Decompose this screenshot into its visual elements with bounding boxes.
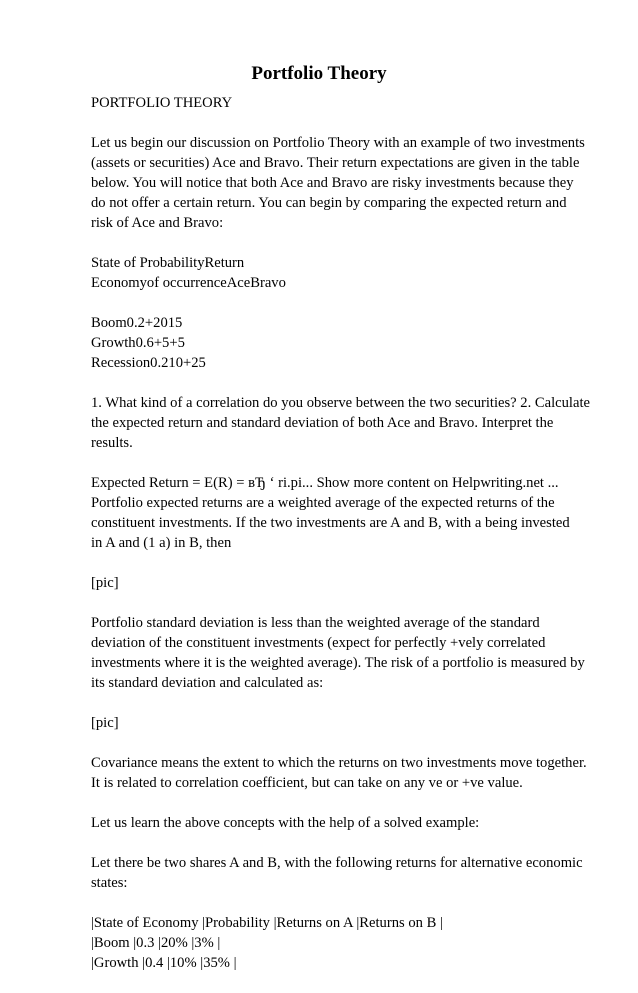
- table-header-line: Economyof occurrenceAceBravo: [91, 275, 286, 291]
- intro-line: Let us begin our discussion on Portfolio Theory with an example of two investments: [91, 135, 585, 151]
- pic-placeholder: [91, 573, 596, 593]
- table-row: Recession0.210+25: [91, 355, 206, 371]
- expected-return-line: Portfolio expected returns are a weighted average of the expected returns of the: [91, 495, 555, 511]
- shares-line: states:: [91, 875, 128, 891]
- table-header: [91, 253, 596, 293]
- returns-table-row: |State of Economy |Probability |Returns on A |Returns on B |: [91, 915, 443, 931]
- expected-return-line: in A and (1 a) in B, then: [91, 535, 232, 551]
- section-heading: [91, 93, 596, 113]
- table-row: Growth0.6+5+5: [91, 335, 185, 351]
- std-dev-line: Portfolio standard deviation is less than the weighted average of the standard: [91, 615, 540, 631]
- intro-line: below. You will notice that both Ace and Bravo are risky investments because they: [91, 175, 574, 191]
- expected-return-line: constituent investments. If the two investments are A and B, with a being invested: [91, 515, 570, 531]
- document-title: Portfolio Theory: [251, 63, 387, 84]
- table-header-line: State of ProbabilityReturn: [91, 255, 245, 271]
- table-row: Boom0.2+2015: [91, 315, 183, 331]
- questions-line: the expected return and standard deviation of both Ace and Bravo. Interpret the: [91, 415, 554, 431]
- intro-line: do not offer a certain return. You can begin by comparing the expected return and: [91, 195, 567, 211]
- std-dev-line: its standard deviation and calculated as:: [91, 675, 324, 691]
- std-dev-line: deviation of the constituent investments (expect for perfectly +vely correlated: [91, 635, 546, 651]
- questions-paragraph: [91, 393, 596, 453]
- returns-table-row: |Growth |0.4 |10% |35% |: [91, 955, 237, 971]
- returns-table-row: |Boom |0.3 |20% |3% |: [91, 935, 221, 951]
- returns-table: [91, 913, 596, 973]
- learn-paragraph: [91, 813, 596, 833]
- pic-placeholder: [91, 713, 596, 733]
- table-rows: [91, 313, 596, 373]
- document-body: [91, 93, 596, 993]
- intro-paragraph: [91, 133, 596, 233]
- pic-placeholder-text: [pic]: [91, 715, 119, 731]
- covariance-line: It is related to correlation coefficient, but can take on any ve or +ve value.: [91, 775, 523, 791]
- covariance-paragraph: [91, 753, 596, 793]
- questions-line: 1. What kind of a correlation do you observe between the two securities? 2. Calculate: [91, 395, 590, 411]
- pic-placeholder-text: [pic]: [91, 575, 119, 591]
- intro-line: risk of Ace and Bravo:: [91, 215, 224, 231]
- covariance-line: Covariance means the extent to which the returns on two investments move together.: [91, 755, 587, 771]
- expected-return-paragraph: [91, 473, 596, 553]
- std-dev-paragraph: [91, 613, 596, 693]
- shares-paragraph: [91, 853, 596, 893]
- std-dev-line: investments where it is the weighted average). The risk of a portfolio is measured by: [91, 655, 585, 671]
- intro-line: (assets or securities) Ace and Bravo. Their return expectations are given in the table: [91, 155, 580, 171]
- heading-text: PORTFOLIO THEORY: [91, 95, 233, 111]
- questions-line: results.: [91, 435, 133, 451]
- learn-line: Let us learn the above concepts with the help of a solved example:: [91, 815, 480, 831]
- expected-return-line: Expected Return = E(R) = вЂ ‘ ri.pi... Show more content on Helpwriting.net ...: [91, 475, 559, 491]
- shares-line: Let there be two shares A and B, with the following returns for alternative economic: [91, 855, 583, 871]
